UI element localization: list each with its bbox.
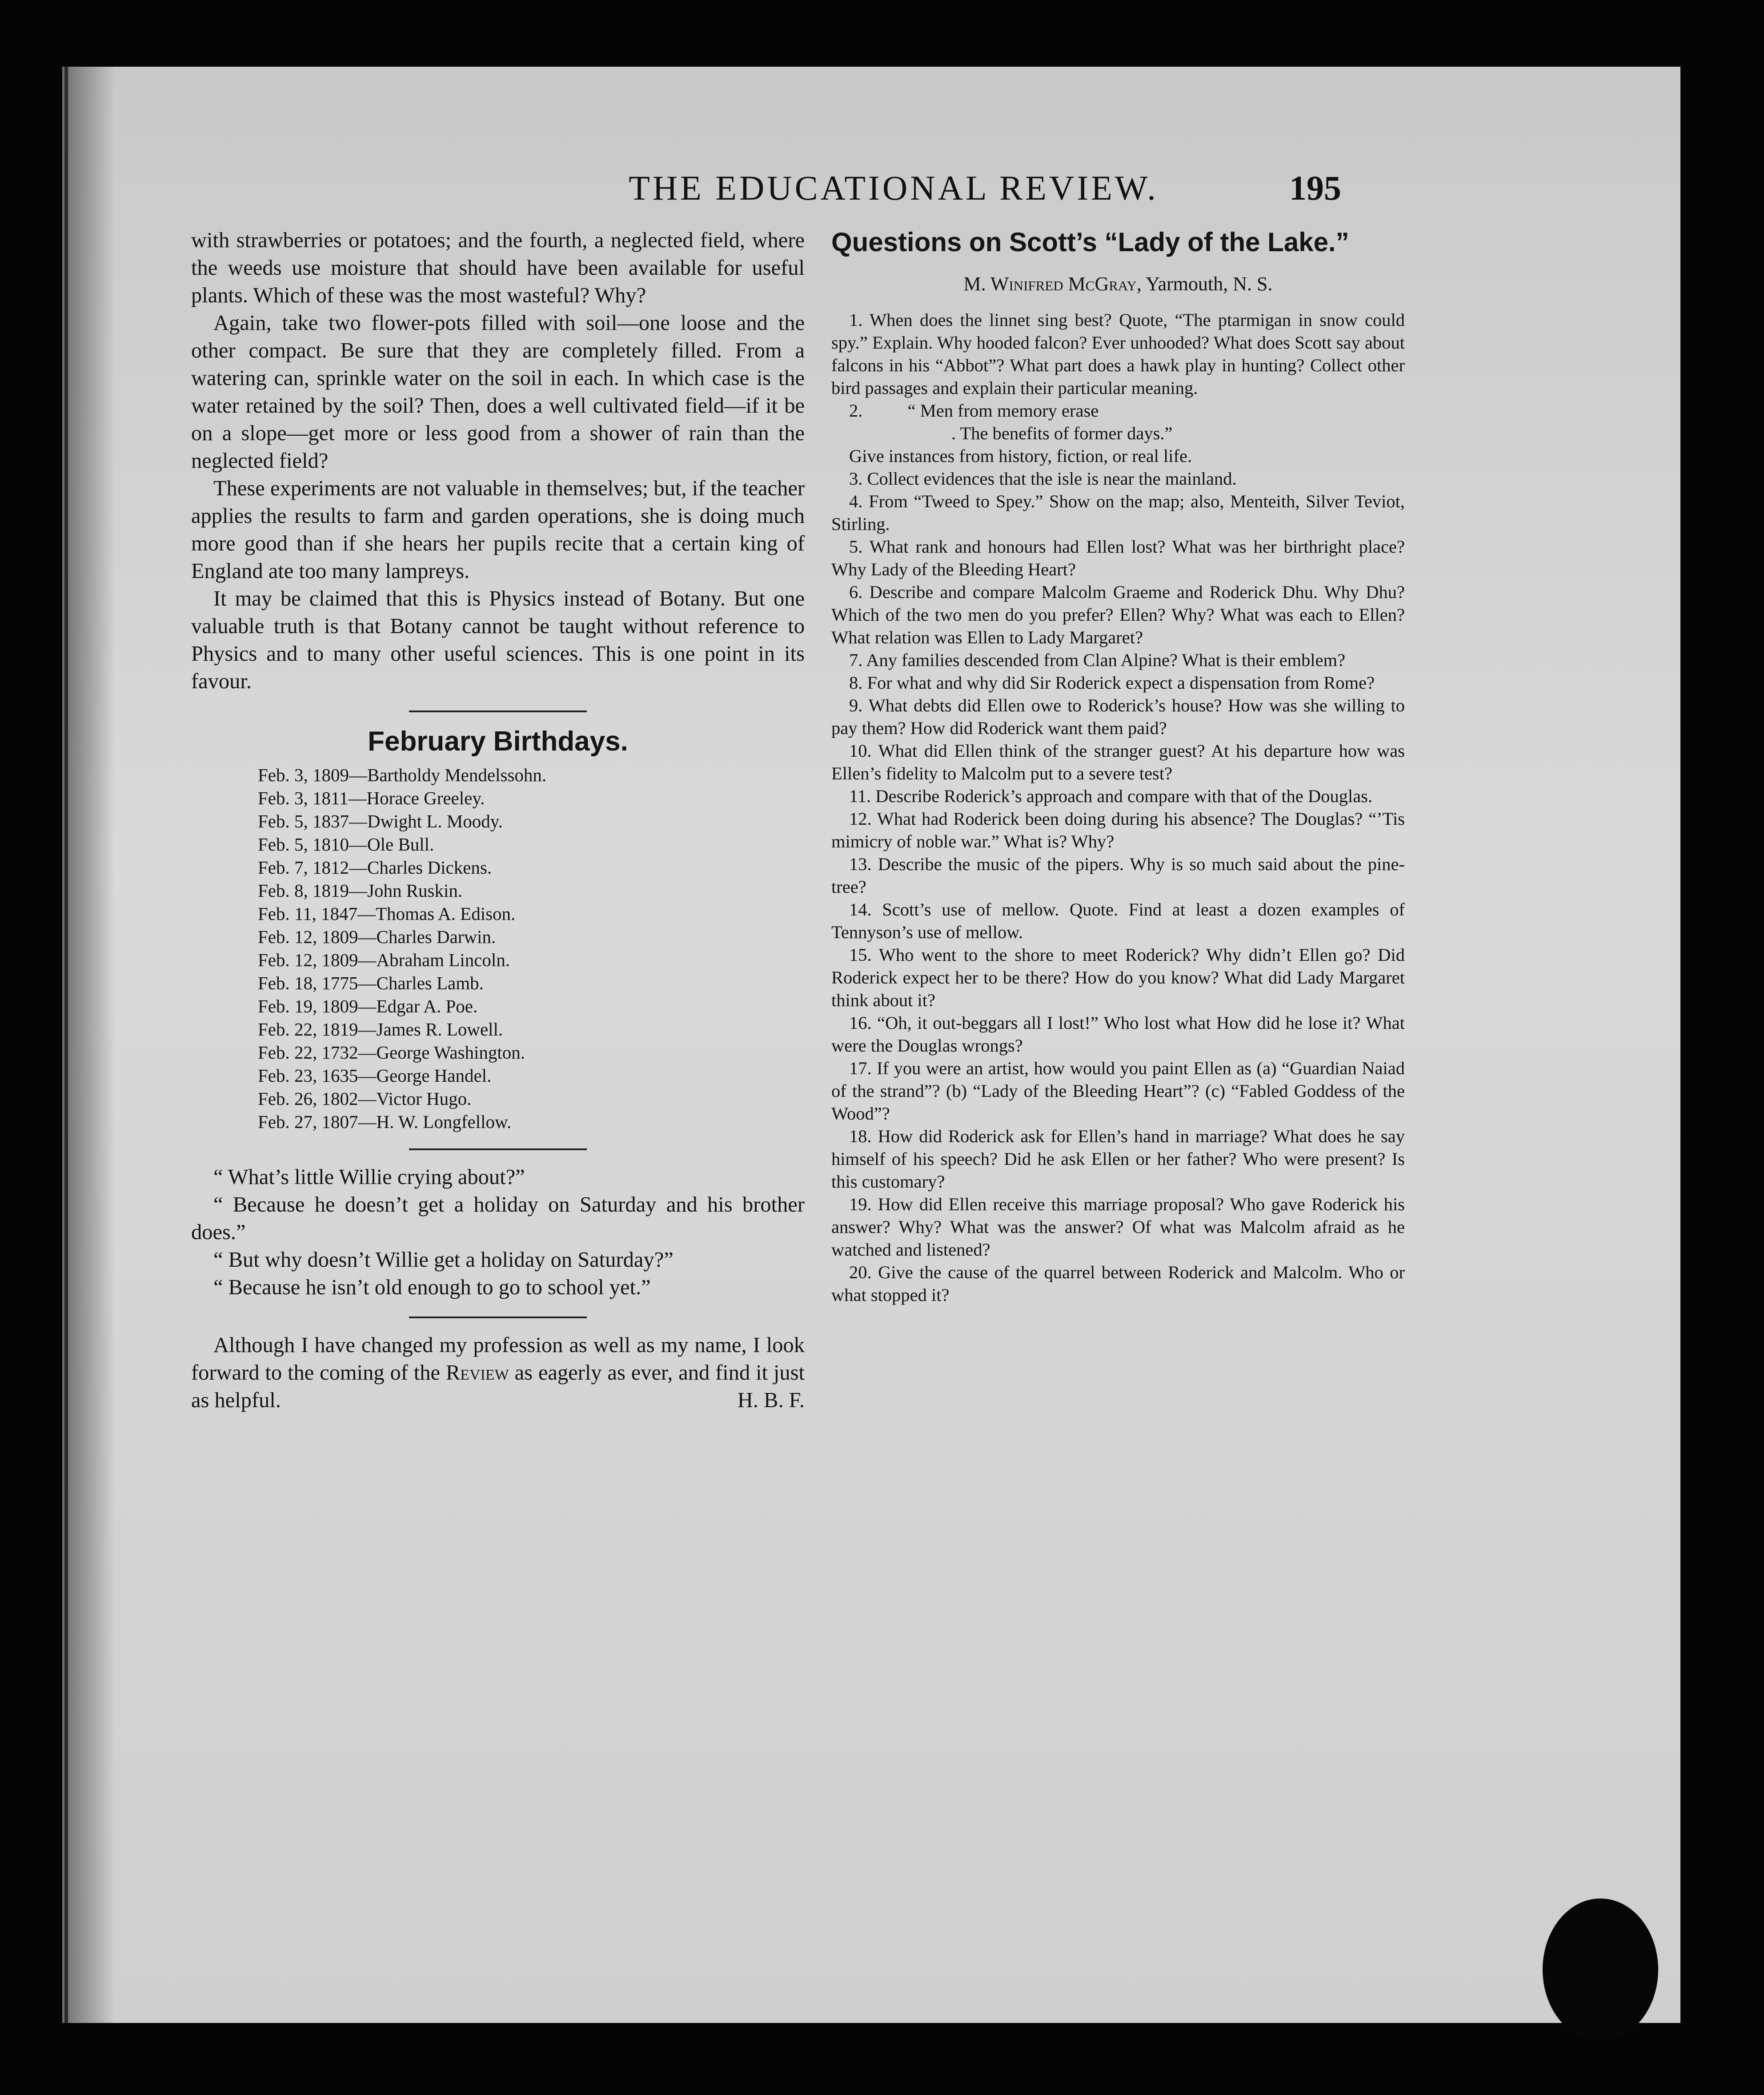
question-item: 18. How did Roderick ask for Ellen’s hand in marriage? What does he say himself of his speech? Did he ask Ellen or her father? Who were present? Is this customary? — [831, 1126, 1405, 1192]
birthday-entry: Feb. 27, 1807—H. W. Longfellow. — [258, 1112, 512, 1132]
joke-line: “ Because he doesn’t get a holiday on Saturday and his brother does.” — [191, 1193, 805, 1244]
question-item: 1. When does the linnet sing best? Quote, “The ptarmigan in snow could spy.” Explain. Why hooded falcon? Ever unhooded? What does Scott say about falcons in his “Abbot”? What part does a hawk play in hunting? Collect other bird passages and explain their particular meaning. — [831, 310, 1405, 398]
letter-paragraph — [191, 1332, 805, 1414]
question-item: 6. Describe and compare Malcolm Graeme and Roderick Dhu. Why Dhu? Which of the two men do you prefer? Ellen? Why? What was each to Ellen? What relation was Ellen to Lady Margaret? — [831, 582, 1405, 647]
paragraph: It may be claimed that this is Physics instead of Botany. But one valuable truth is that Botany cannot be taught without reference to Physics and to many other useful sciences. This is one point in its favour. — [191, 587, 805, 693]
question-item: 17. If you were an artist, how would you paint Ellen as (a) “Guardian Naiad of the strand”? (b) “Lady of the Bleeding Heart”? (c) “Fabled Goddess of the Wood”? — [831, 1058, 1405, 1124]
question-item: 9. What debts did Ellen owe to Roderick’s house? How was she willing to pay them? How did Roderick want them paid? — [831, 695, 1405, 738]
question-item: 5. What rank and honours had Ellen lost? What was her birthright place? Why Lady of the Bleeding Heart? — [831, 537, 1405, 579]
question-list — [831, 309, 1405, 399]
birthday-entry: Feb. 19, 1809—Edgar A. Poe. — [258, 996, 478, 1016]
birthday-entry: Feb. 22, 1732—George Washington. — [258, 1042, 525, 1063]
article-byline — [831, 273, 1405, 295]
birthday-list — [191, 763, 805, 1133]
birthday-entry: Feb. 5, 1837—Dwight L. Moody. — [258, 811, 503, 831]
article-title: Questions on Scott’s “Lady of the Lake.” — [831, 227, 1349, 257]
birthday-entry: Feb. 5, 1810—Ole Bull. — [258, 834, 434, 855]
question-item: 16. “Oh, it out-beggars all I lost!” Who lost what How did he lose it? What were the Douglas wrongs? — [831, 1013, 1405, 1056]
birthday-entry: Feb. 26, 1802—Victor Hugo. — [258, 1088, 472, 1109]
verse-line: . The benefits of former days.” — [951, 423, 1173, 443]
question-item: 8. For what and why did Sir Roderick expect a dispensation from Rome? — [849, 673, 1375, 693]
running-head: THE EDUCATIONAL REVIEW. — [629, 169, 1159, 207]
author-name: M. Winifred McGray — [963, 273, 1137, 295]
birthday-entry: Feb. 11, 1847—Thomas A. Edison. — [258, 903, 516, 924]
paragraph: These experiments are not valuable in themselves; but, if the teacher applies the results to farm and garden operations, she is doing much more good than if she hears her pupils recite that a certain king of England ate too many lampreys. — [191, 477, 805, 583]
birthdays-title: February Birthdays. — [368, 726, 628, 757]
question-list — [831, 467, 1405, 1306]
birthday-entry: Feb. 12, 1809—Abraham Lincoln. — [258, 950, 510, 970]
question-note: Give instances from history, fiction, or real life. — [849, 446, 1192, 466]
verse-line: 2. “ Men from memory erase — [849, 401, 1099, 421]
section-rule — [409, 1148, 587, 1150]
question-item: 19. How did Ellen receive this marriage proposal? Who gave Roderick his answer? Why? What was the answer? Of what was Malcolm afraid as he watched and listened? — [831, 1194, 1405, 1260]
question-item: 12. What had Roderick been doing during his absence? The Douglas? “’Tis mimicry of noble war.” What is? Why? — [831, 809, 1405, 851]
birthday-entry: Feb. 8, 1819—John Ruskin. — [258, 880, 463, 901]
question-item: 20. Give the cause of the quarrel between Roderick and Malcolm. Who or what stopped it? — [831, 1262, 1405, 1305]
question-item: 3. Collect evidences that the isle is near the mainland. — [849, 469, 1237, 489]
letter-text: as eagerly as ever, and find it just as helpful. — [191, 1361, 805, 1412]
birthday-entry: Feb. 3, 1811—Horace Greeley. — [258, 788, 485, 808]
question-item: 14. Scott’s use of mellow. Quote. Find at least a dozen examples of Tennyson’s use of mellow. — [831, 899, 1405, 942]
question-item: 4. From “Tweed to Spey.” Show on the map; also, Menteith, Silver Teviot, Stirling. — [831, 491, 1405, 534]
birthday-entry: Feb. 7, 1812—Charles Dickens. — [258, 857, 492, 878]
page-edge-shadow — [62, 67, 116, 2023]
question-item: 7. Any families descended from Clan Alpine? What is their emblem? — [849, 650, 1346, 670]
joke-line: “ What’s little Willie crying about?” — [213, 1165, 525, 1189]
question-item: 13. Describe the music of the pipers. Why is so much said about the pine-tree? — [831, 854, 1405, 897]
joke-line: “ Because he isn’t old enough to go to school yet.” — [213, 1276, 651, 1299]
question-item: 11. Describe Roderick’s approach and compare with that of the Douglas. — [849, 786, 1373, 806]
scan-shadow — [1543, 1898, 1658, 2041]
author-place: , Yarmouth, N. S. — [1136, 273, 1273, 295]
left-column — [191, 227, 805, 1414]
paragraph: with strawberries or potatoes; and the fourth, a neglected field, where the weeds use moisture that should have been available for useful plants. Which of these was the most wasteful? Why? — [191, 229, 805, 307]
birthday-entry: Feb. 3, 1809—Bartholdy Mendelssohn. — [258, 765, 547, 785]
page-number: 195 — [1289, 169, 1341, 207]
review-word: Review — [445, 1361, 509, 1385]
letter-signature: H. B. F. — [737, 1389, 805, 1412]
birthday-entry: Feb. 23, 1635—George Handel. — [258, 1065, 492, 1086]
section-rule — [409, 710, 587, 712]
question-item: 15. Who went to the shore to meet Roderick? Why didn’t Ellen go? Did Roderick expect her to be there? How do you know? What did Lady Margaret think about it? — [831, 945, 1405, 1010]
birthday-entry: Feb. 22, 1819—James R. Lowell. — [258, 1019, 503, 1039]
question-item: 10. What did Ellen think of the stranger guest? At his departure how was Ellen’s fidelity to Malcolm put to a severe test? — [831, 741, 1405, 783]
birthday-entry: Feb. 12, 1809—Charles Darwin. — [258, 927, 496, 947]
letter-text: Although I have changed my profession as well as my name, I look forward to the coming of the — [191, 1333, 805, 1385]
paragraph: Again, take two flower-pots filled with soil—one loose and the other compact. Be sure that they are completely filled. From a watering can, sprinkle water on the soil in each. In which case is the water retained by the soil? Then, does a well cultivated field—if it be on a slope—get more or less good from a shower of rain than the neglected field? — [191, 311, 805, 473]
right-column — [831, 227, 1405, 1306]
binding-edge — [64, 67, 68, 2023]
section-rule — [409, 1316, 587, 1318]
birthday-entry: Feb. 18, 1775—Charles Lamb. — [258, 973, 484, 993]
joke-line: “ But why doesn’t Willie get a holiday on Saturday?” — [213, 1248, 674, 1272]
